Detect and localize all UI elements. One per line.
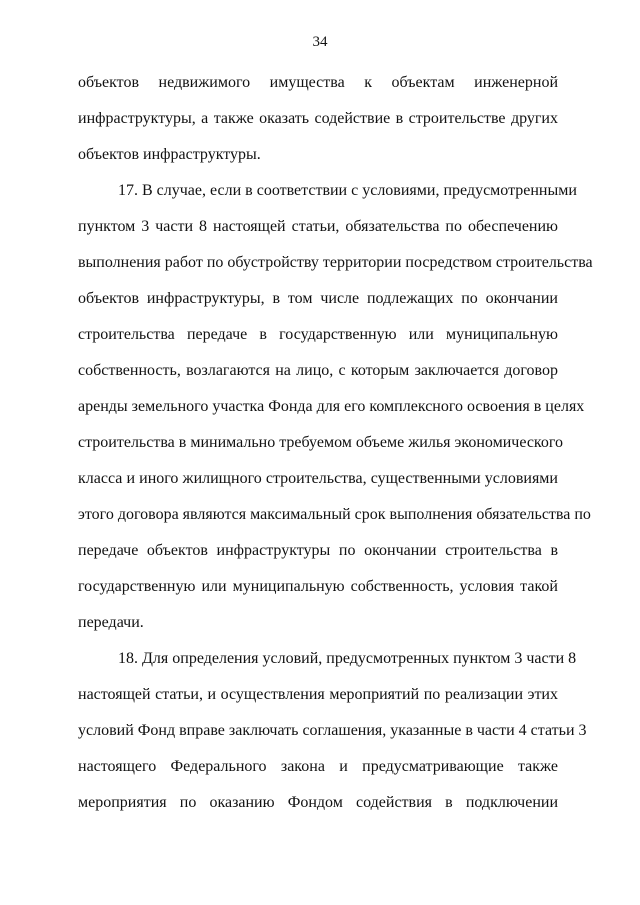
- text-line: передачи.: [78, 614, 144, 631]
- text-line: настоящего Федерального закона и предусматривающие также: [78, 758, 558, 775]
- text-line: аренды земельного участка Фонда для его комплексного освоения в целях: [78, 398, 585, 415]
- text-line: 17. В случае, если в соответствии с условиями, предусмотренными: [118, 182, 577, 199]
- text-line: строительства передаче в государственную или муниципальную: [78, 326, 558, 343]
- text-line: инфраструктуры, а также оказать содействие в строительстве других: [78, 110, 558, 127]
- text-line: передаче объектов инфраструктуры по окончании строительства в: [78, 542, 558, 559]
- text-line: объектов инфраструктуры.: [78, 146, 261, 163]
- text-line: государственную или муниципальную собственность, условия такой: [78, 578, 558, 595]
- text-line: этого договора являются максимальный срок выполнения обязательства по: [78, 506, 591, 523]
- page-number: 34: [312, 34, 328, 50]
- text-line: 18. Для определения условий, предусмотренных пунктом 3 части 8: [118, 650, 577, 667]
- text-line: настоящей статьи, и осуществления мероприятий по реализации этих: [78, 686, 558, 703]
- text-line: объектов недвижимого имущества к объектам инженерной: [78, 74, 558, 91]
- text-line: пунктом 3 части 8 настоящей статьи, обязательства по обеспечению: [78, 218, 558, 235]
- text-line: класса и иного жилищного строительства, существенными условиями: [78, 470, 558, 487]
- text-line: строительства в минимально требуемом объеме жилья экономического: [78, 434, 564, 451]
- text-line: объектов инфраструктуры, в том числе подлежащих по окончании: [78, 290, 558, 307]
- text-line: условий Фонд вправе заключать соглашения, указанные в части 4 статьи 3: [78, 722, 587, 739]
- text-line: мероприятия по оказанию Фондом содействия в подключении: [78, 794, 558, 811]
- text-line: собственность, возлагаются на лицо, с которым заключается договор: [78, 362, 558, 379]
- text-line: выполнения работ по обустройству территории посредством строительства: [78, 254, 593, 271]
